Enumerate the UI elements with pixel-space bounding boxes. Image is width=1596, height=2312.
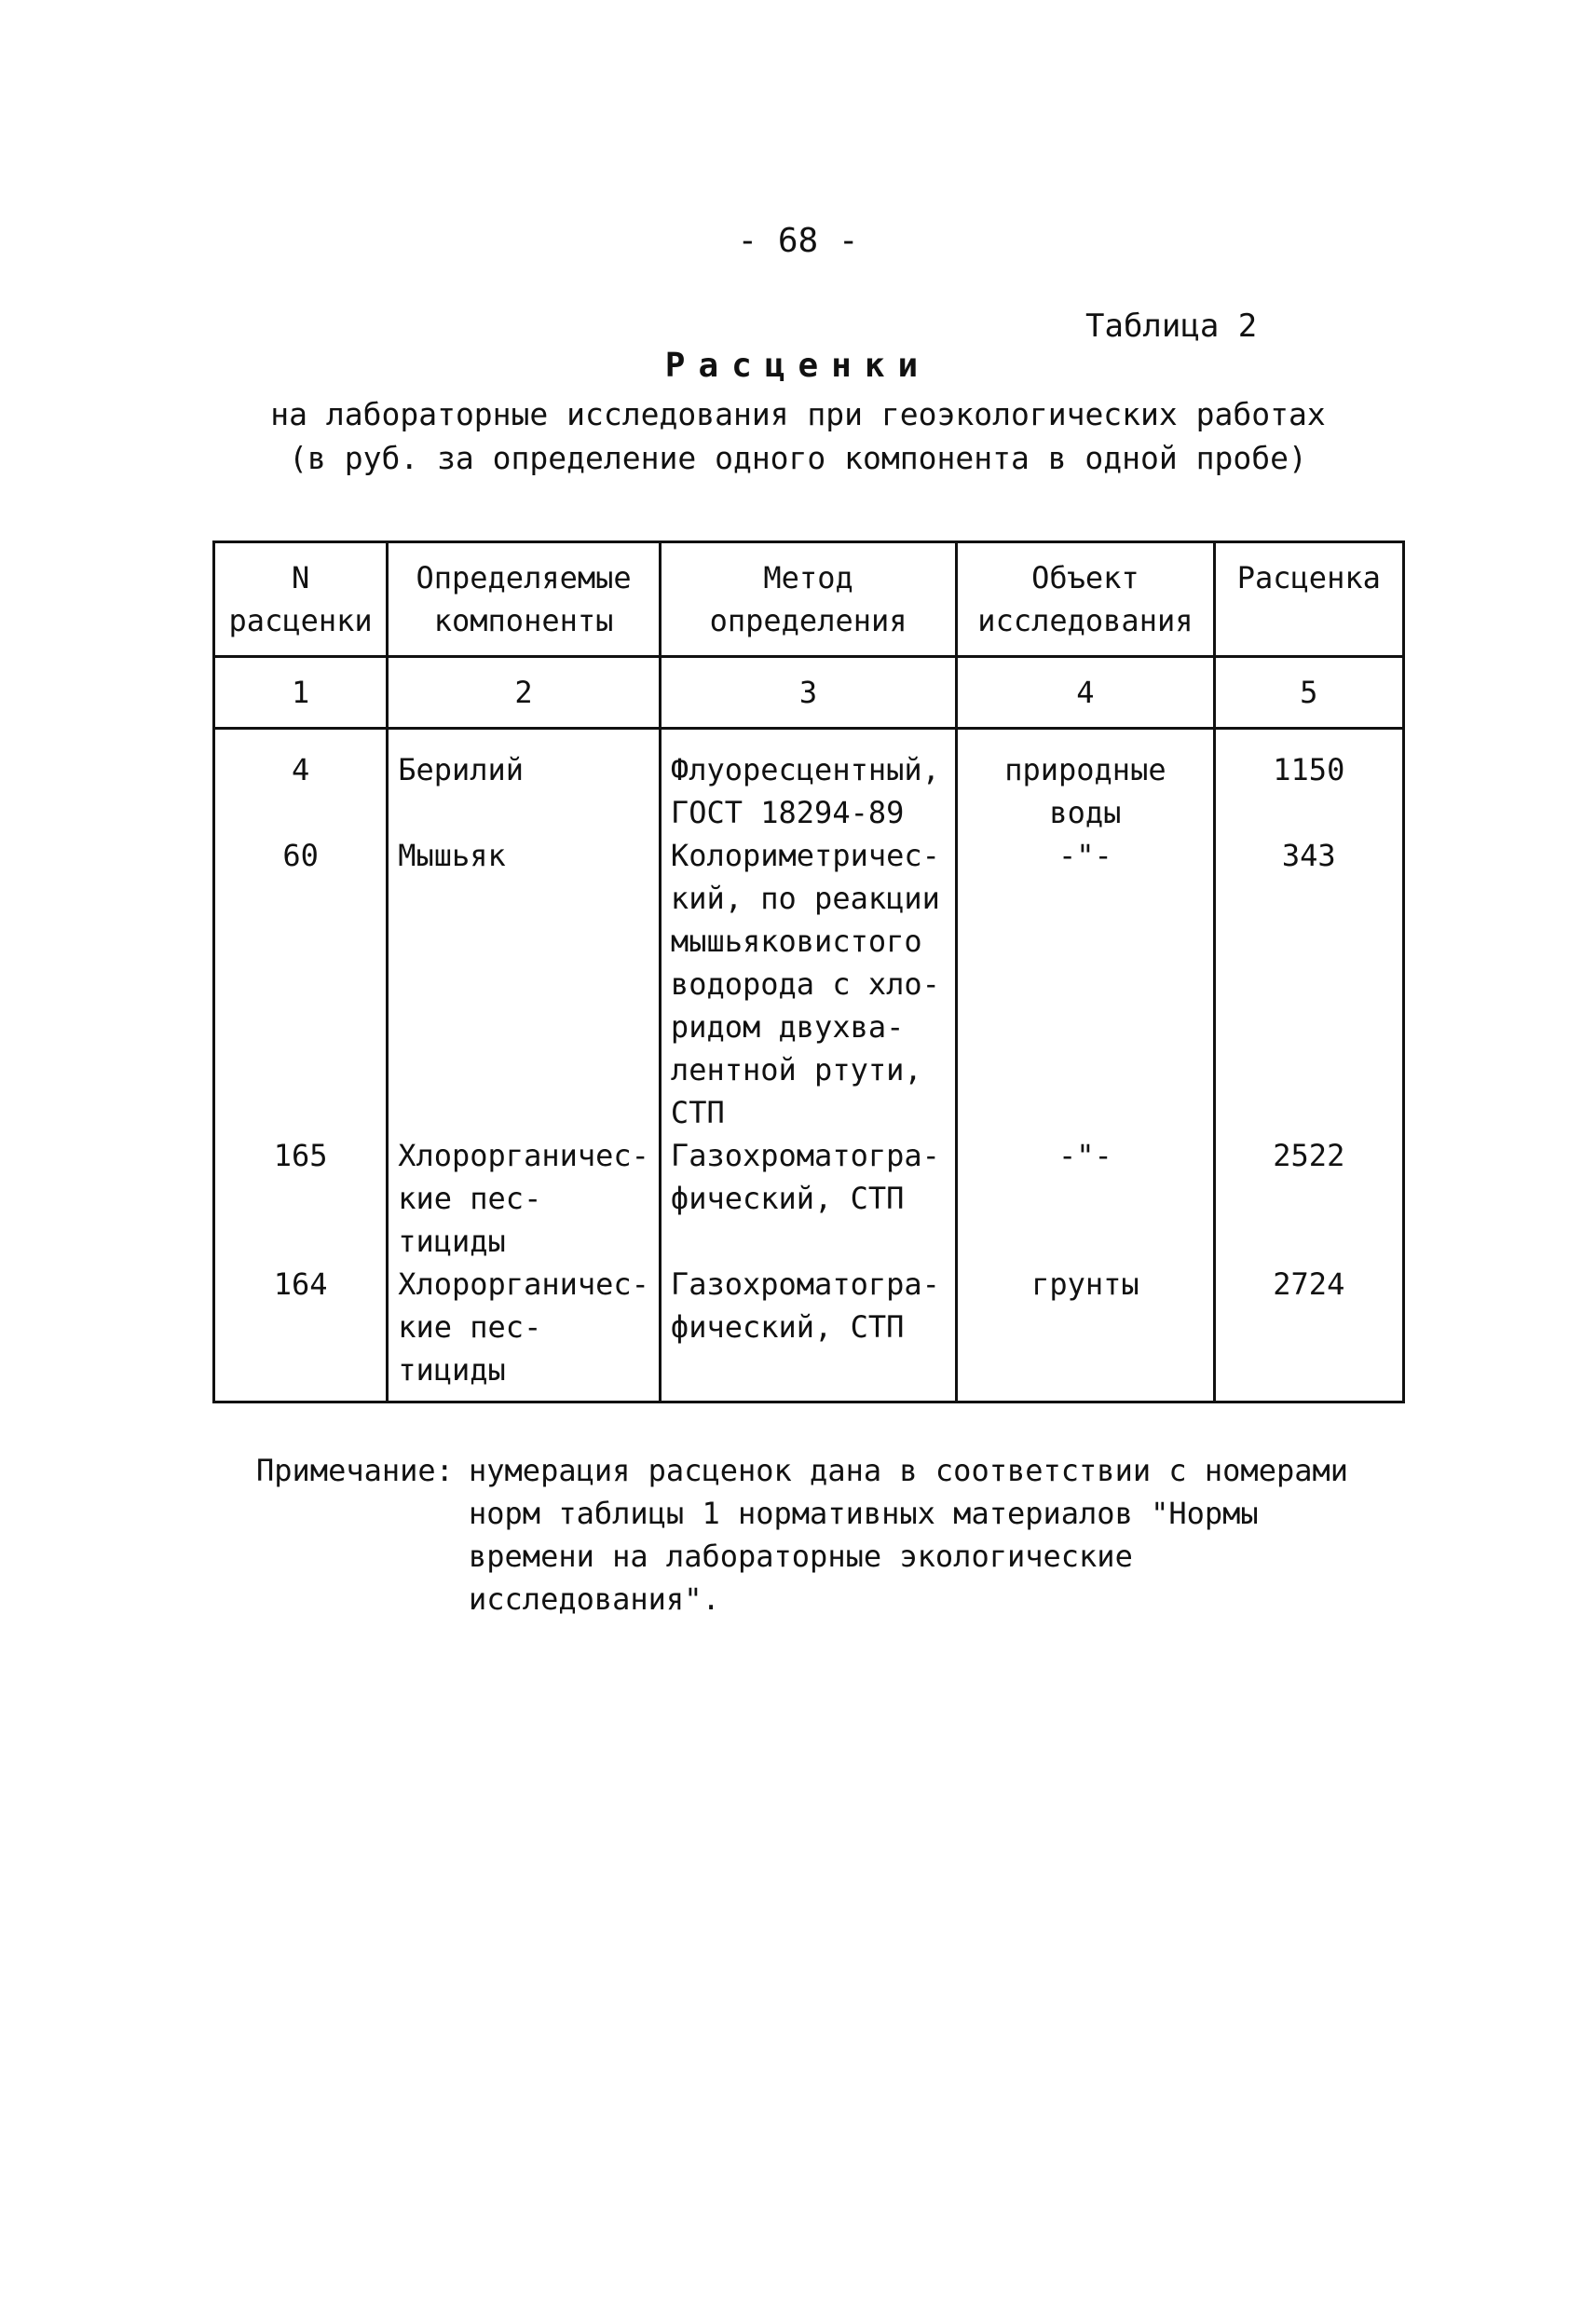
object-cell: -"- bbox=[957, 1134, 1214, 1263]
rate-number-cell: 60 bbox=[214, 834, 388, 1134]
component-cell: Мышьяк bbox=[388, 834, 661, 1134]
column-number-row bbox=[214, 657, 1404, 729]
header-price: Расценка bbox=[1214, 542, 1403, 657]
column-number: 2 bbox=[388, 657, 661, 729]
component-cell: Хлорорганичес- кие пес- тициды bbox=[388, 1134, 661, 1263]
note-label: Примечание: bbox=[256, 1453, 454, 1488]
table-row bbox=[214, 834, 1404, 1134]
rates-table bbox=[212, 540, 1405, 1403]
note-text: нумерация расценок дана в соответствии с номерами норм таблицы 1 нормативных материалов "Нормы времени на лабораторные экологические исследования". bbox=[469, 1453, 1349, 1617]
header-object: Объект исследования bbox=[957, 542, 1214, 657]
component-cell: Берилий bbox=[388, 729, 661, 835]
method-cell: Газохроматогра- фический, СТП bbox=[660, 1134, 956, 1263]
component-cell: Хлорорганичес- кие пес- тициды bbox=[388, 1263, 661, 1402]
header-rate-number: N расценки bbox=[214, 542, 388, 657]
table-row bbox=[214, 1263, 1404, 1402]
price-cell: 2522 bbox=[1214, 1134, 1403, 1263]
column-number: 5 bbox=[1214, 657, 1403, 729]
method-cell: Газохроматогра- фический, СТП bbox=[660, 1263, 956, 1402]
object-cell: -"- bbox=[957, 834, 1214, 1134]
price-cell: 1150 bbox=[1214, 729, 1403, 835]
rate-number-cell: 164 bbox=[214, 1263, 388, 1402]
price-cell: 2724 bbox=[1214, 1263, 1403, 1402]
column-number: 1 bbox=[214, 657, 388, 729]
table-row bbox=[214, 729, 1404, 835]
column-number: 3 bbox=[660, 657, 956, 729]
table-label: Таблица 2 bbox=[1085, 308, 1258, 345]
table-row bbox=[214, 1134, 1404, 1263]
table-subtitle-line1: на лабораторные исследования при геоэкологических работах bbox=[270, 396, 1326, 432]
object-cell: грунты bbox=[957, 1263, 1214, 1402]
rate-number-cell: 4 bbox=[214, 729, 388, 835]
table-subtitle-line2: (в руб. за определение одного компонента в одной пробе) bbox=[289, 440, 1307, 476]
page-number: - 68 - bbox=[737, 222, 859, 260]
price-cell: 343 bbox=[1214, 834, 1403, 1134]
header-row bbox=[214, 542, 1404, 657]
table-note bbox=[256, 1449, 1412, 1621]
column-number: 4 bbox=[957, 657, 1214, 729]
table-title: Расценки bbox=[664, 347, 932, 385]
object-cell: природные воды bbox=[957, 729, 1214, 835]
header-components: Определяемые компоненты bbox=[388, 542, 661, 657]
method-cell: Колориметричес- кий, по реакции мышьяковистого водорода с хло- ридом двухва- лентной ртути, СТП bbox=[660, 834, 956, 1134]
header-method: Метод определения bbox=[660, 542, 956, 657]
rate-number-cell: 165 bbox=[214, 1134, 388, 1263]
method-cell: Флуоресцентный, ГОСТ 18294-89 bbox=[660, 729, 956, 835]
